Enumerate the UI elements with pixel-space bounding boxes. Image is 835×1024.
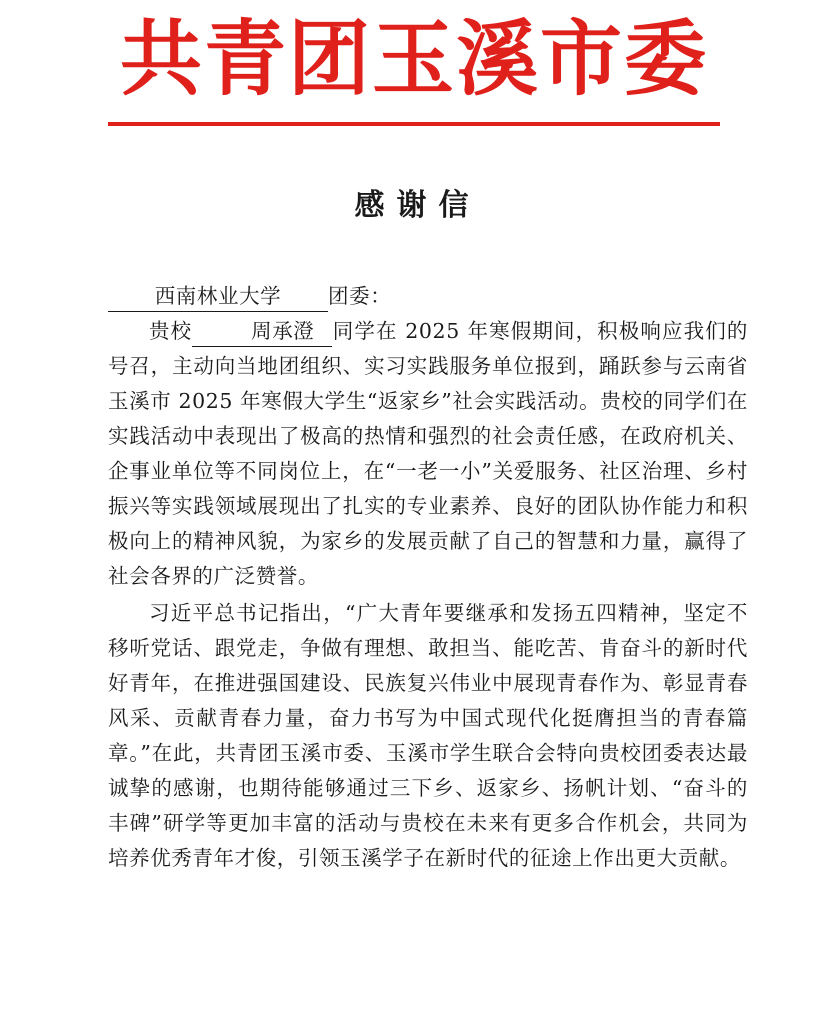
- paragraph-1-prefix: 贵校: [149, 319, 193, 343]
- red-divider-line: [108, 122, 720, 126]
- letter-body: [108, 279, 748, 876]
- student-name-blank: 周承澄: [192, 316, 332, 347]
- paragraph-1-text: 同学在 2025 年寒假期间，积极响应我们的号召，主动向当地团组织、实习实践服务单位报到，踊跃参与云南省玉溪市 2025 年寒假大学生“返家乡”社会实践活动。贵校的同学们在实践活动中表现出了极高的热情和强烈的社会责任感，在政府机关、企事业单位等不同岗位上，在“一老一小”关爱服务、社区治理、乡村振兴等实践领域展现出了扎实的专业素养、良好的团队协作能力和积极向上的精神风貌，为家乡的发展贡献了自己的智慧和力量，赢得了社会各界的广泛赞誉。: [108, 319, 749, 588]
- letter-title: 感谢信: [354, 188, 481, 223]
- salutation: [108, 279, 748, 314]
- paragraph-2: 习近平总书记指出，“广大青年要继承和发扬五四精神，坚定不移听党话、跟党走，争做有理想、敢担当、能吃苦、肯奋斗的新时代好青年，在推进强国建设、民族复兴伟业中展现青春作为、彰显青春风采、贡献青春力量，奋力书写为中国式现代化挺膺担当的青春篇章。”在此，共青团玉溪市委、玉溪市学生联合会特向贵校团委表达最诚挚的感谢，也期待能够通过三下乡、返家乡、扬帆计划、“奋斗的丰碑”研学等更加丰富的活动与贵校在未来有更多合作机会，共同为培养优秀青年才俊，引领玉溪学子在新时代的征途上作出更大贡献。: [108, 601, 748, 870]
- paragraph-1: [108, 314, 748, 594]
- letterhead: [0, 0, 835, 140]
- organization-name: 共青团玉溪市委: [119, 11, 708, 107]
- school-name-blank: 西南林业大学: [108, 281, 328, 312]
- salutation-suffix: 团委：: [328, 284, 392, 308]
